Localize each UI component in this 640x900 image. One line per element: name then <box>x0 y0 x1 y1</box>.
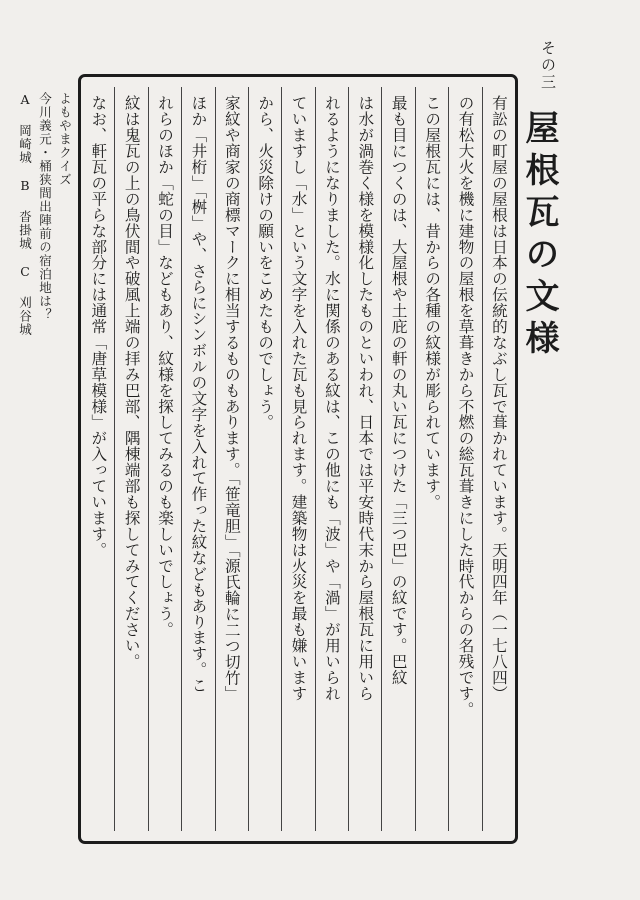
body-line: 最も目につくのは、大屋根や土庇の軒の丸い瓦につけた「三つ巴」の紋です。巴紋 <box>389 95 408 686</box>
body-line: ほか「井桁」「桝」や、さらにシンボルの文字を入れて作った紋などもあります。こ <box>189 95 208 694</box>
column-rule <box>315 87 316 831</box>
page-title: 屋根瓦の文様 <box>519 110 559 362</box>
column-rule <box>148 87 149 831</box>
body-line: れらのほか「蛇の目」などもあり、紋様を探してみるのも楽しいでしょう。 <box>156 95 175 638</box>
series-label: その三 <box>539 40 557 91</box>
column-rule <box>114 87 115 831</box>
column-rule <box>281 87 282 831</box>
quiz-answers: A 岡崎城 B 沓掛城 C 刈谷城 <box>17 92 33 337</box>
column-rule <box>248 87 249 831</box>
column-rule <box>215 87 216 831</box>
body-line: この屋根瓦には、昔からの各種の紋様が彫られています。 <box>423 95 442 510</box>
body-line: 紋は鬼瓦の上の鳥伏間や破風上端の拝み巴部、隅棟端部も探してみてください。 <box>122 95 141 670</box>
body-line: れるようになりました。水に関係のある紋は、この他にも「波」や「渦」が用いられ <box>322 95 341 702</box>
column-rule <box>381 87 382 831</box>
column-rule <box>448 87 449 831</box>
body-line: の有松大火を機に建物の屋根を草葺きから不燃の総瓦葺きにした時代からの名残です。 <box>456 95 475 718</box>
text-frame <box>78 74 518 844</box>
body-line: ていますし「水」という文字を入れた瓦も見られます。建築物は火災を最も嫌います <box>289 95 308 702</box>
body-line: は水が渦巻く様を模様化したものといわれ、日本では平安時代末から屋根瓦に用いら <box>356 95 375 702</box>
column-rule <box>181 87 182 831</box>
body-line: 有訟の町屋の屋根は日本の伝統的なぶし瓦で葺かれています。天明四年（一七八四） <box>489 95 508 702</box>
body-line: 家紋や商家の商標マークに相当するものもあります。「笹竜胆」「源氏輪に二つ切竹」 <box>222 95 241 702</box>
column-rule <box>482 87 483 831</box>
body-line: から、火災除けの願いをこめたものでしょう。 <box>256 95 275 430</box>
quiz-question: 今川義元・桶狭間出陣前の宿泊地は？ <box>37 92 53 322</box>
body-columns <box>81 87 515 831</box>
column-rule <box>348 87 349 831</box>
column-rule <box>415 87 416 831</box>
quiz-title: よもやまクイズ <box>57 92 73 187</box>
body-line: なお、軒瓦の平らな部分には通常「唐草模様」が入っています。 <box>89 95 108 558</box>
